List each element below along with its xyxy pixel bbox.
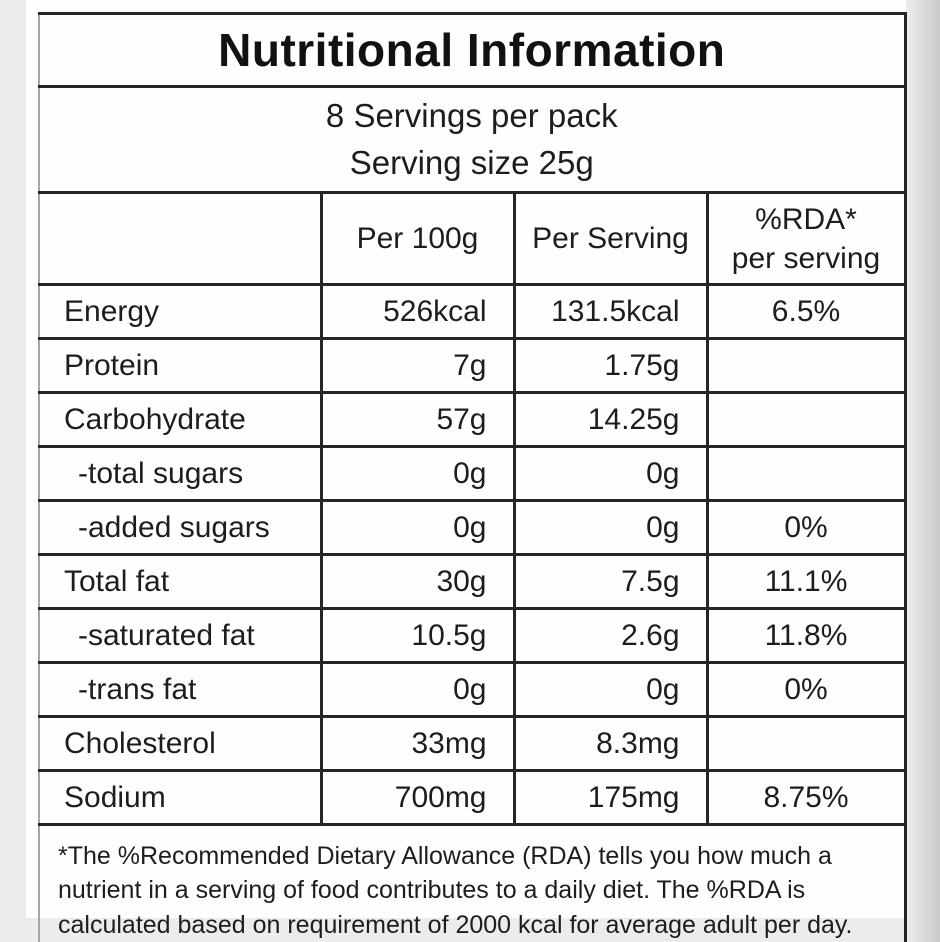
servings-info — [39, 87, 905, 193]
table-row-sodium — [39, 771, 905, 825]
table-row-protein — [39, 339, 905, 393]
table-row-saturated-fat — [39, 609, 905, 663]
table-row-cholesterol — [39, 717, 905, 771]
value-per-serving: 8.3mg — [514, 717, 707, 771]
nutrition-label — [26, 0, 906, 939]
table-row-trans-fat — [39, 663, 905, 717]
value-rda-percent: 8.75% — [707, 771, 905, 825]
servings-row — [39, 87, 905, 193]
value-rda-percent — [707, 717, 905, 771]
value-per-100g: 0g — [321, 501, 514, 555]
value-rda-percent: 11.8% — [707, 609, 905, 663]
value-per-100g: 7g — [321, 339, 514, 393]
nutrient-name: Carbohydrate — [39, 393, 321, 447]
value-per-serving: 131.5kcal — [514, 285, 707, 339]
column-header-per-100g: Per 100g — [321, 193, 514, 285]
footnote-row — [39, 825, 905, 942]
value-rda-percent — [707, 339, 905, 393]
column-header-nutrient — [39, 193, 321, 285]
nutrient-name: Total fat — [39, 555, 321, 609]
nutrient-name: Cholesterol — [39, 717, 321, 771]
table-row-total-sugars — [39, 447, 905, 501]
rda-footnote: *The %Recommended Dietary Allowance (RDA) tells you how much a nutrient in a serving of food contributes to a daily diet. The %RDA is calculated based on requirement of 2000 kcal for average adult per day. — [58, 842, 853, 939]
value-rda-percent: 0% — [707, 663, 905, 717]
rda-header-line2: per serving — [731, 241, 881, 275]
nutrient-name: -saturated fat — [39, 609, 321, 663]
value-per-serving: 14.25g — [514, 393, 707, 447]
value-per-serving: 2.6g — [514, 609, 707, 663]
nutrient-name: -trans fat — [39, 663, 321, 717]
value-per-serving: 0g — [514, 663, 707, 717]
value-rda-percent: 6.5% — [707, 285, 905, 339]
value-per-100g: 526kcal — [321, 285, 514, 339]
table-row-energy — [39, 285, 905, 339]
value-per-100g: 700mg — [321, 771, 514, 825]
value-per-100g: 57g — [321, 393, 514, 447]
nutrient-name: Sodium — [39, 771, 321, 825]
value-per-100g: 30g — [321, 555, 514, 609]
nutrient-name: Energy — [39, 285, 321, 339]
value-rda-percent: 0% — [707, 501, 905, 555]
table-row-added-sugars — [39, 501, 905, 555]
rda-header-line1: %RDA* — [755, 202, 857, 236]
nutrient-name: -added sugars — [39, 501, 321, 555]
servings-per-pack: 8 Servings per pack — [325, 96, 618, 134]
value-per-100g: 0g — [321, 447, 514, 501]
nutrient-name: -total sugars — [39, 447, 321, 501]
nutrition-table — [38, 12, 907, 942]
value-per-serving: 175mg — [514, 771, 707, 825]
value-per-100g: 33mg — [321, 717, 514, 771]
value-rda-percent — [707, 447, 905, 501]
value-rda-percent — [707, 393, 905, 447]
value-per-serving: 7.5g — [514, 555, 707, 609]
column-header-rda — [707, 193, 905, 285]
column-header-per-serving: Per Serving — [514, 193, 707, 285]
value-per-100g: 10.5g — [321, 609, 514, 663]
value-per-serving: 1.75g — [514, 339, 707, 393]
nutrient-name: Protein — [39, 339, 321, 393]
table-row-carbohydrate — [39, 393, 905, 447]
value-per-100g: 0g — [321, 663, 514, 717]
value-rda-percent: 11.1% — [707, 555, 905, 609]
column-header-row — [39, 193, 905, 285]
serving-size: Serving size 25g — [349, 143, 594, 181]
table-row-total-fat — [39, 555, 905, 609]
value-per-serving: 0g — [514, 501, 707, 555]
title-row — [39, 14, 905, 87]
label-title: Nutritional Information — [39, 14, 905, 87]
value-per-serving: 0g — [514, 447, 707, 501]
